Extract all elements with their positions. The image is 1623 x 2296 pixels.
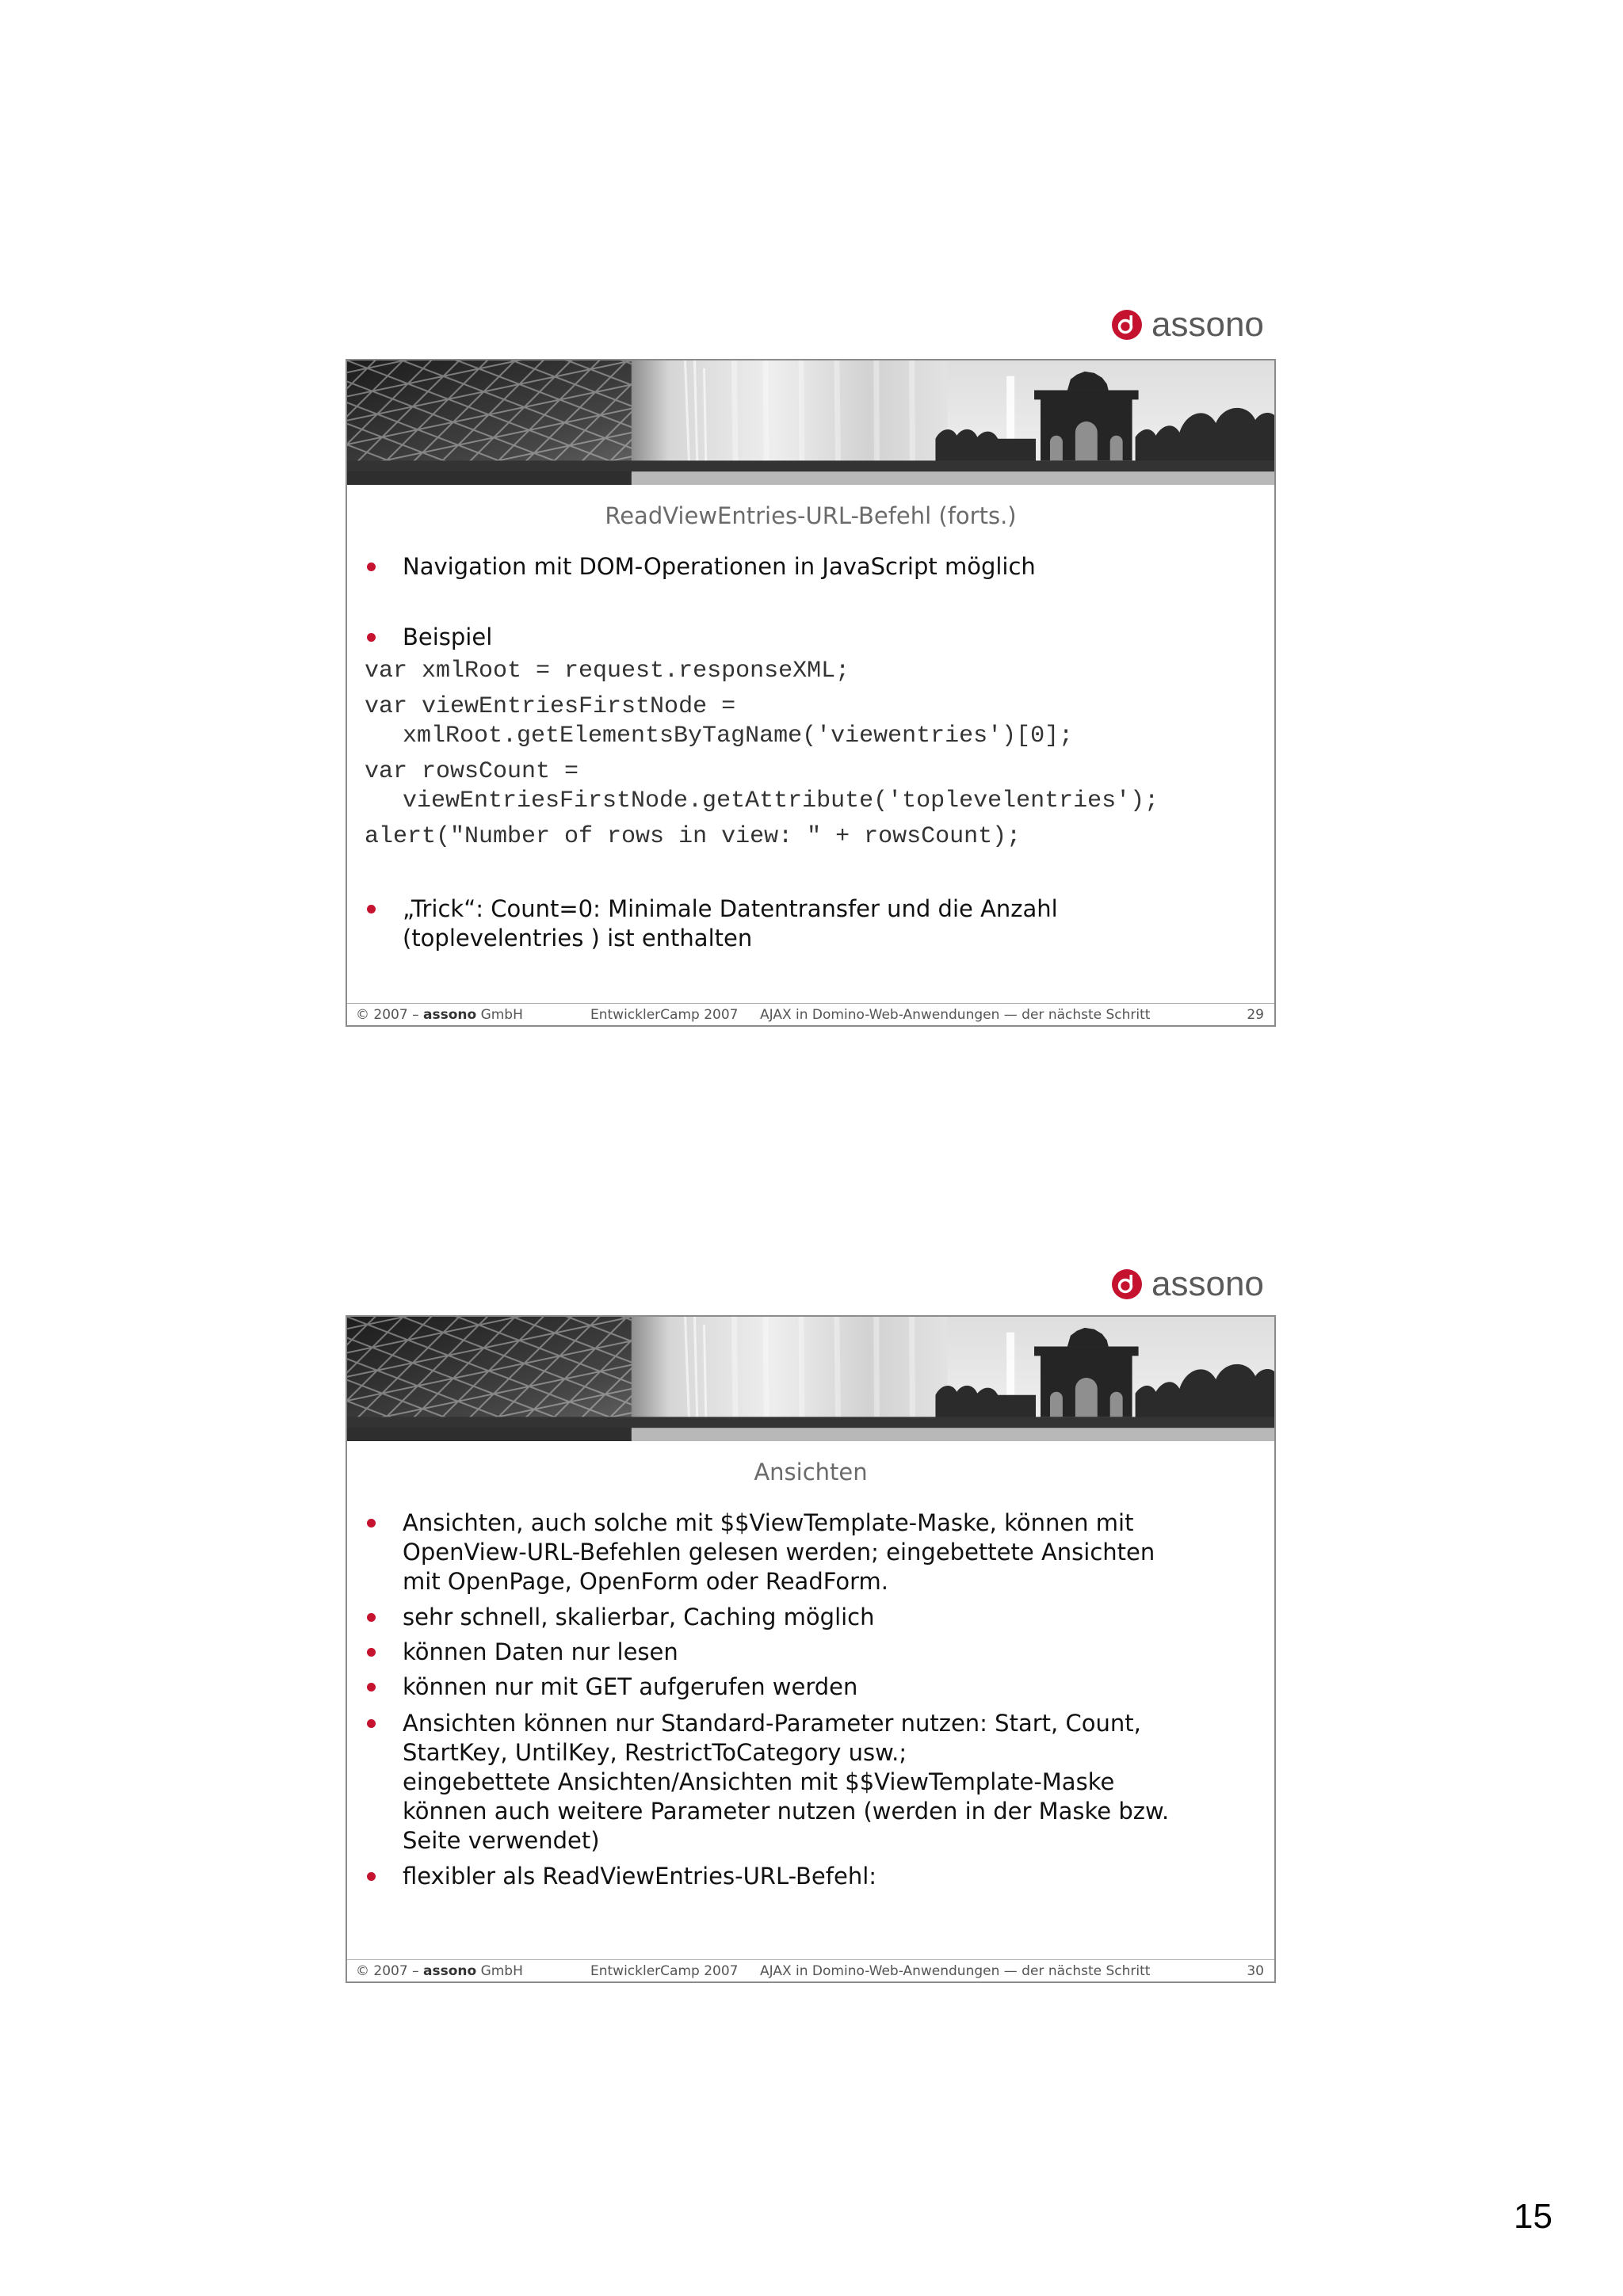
bullet-line: können nur mit GET aufgerufen werden — [403, 1673, 858, 1700]
code-line: var xmlRoot = request.responseXML; — [365, 658, 850, 685]
bullet-dot-icon — [367, 633, 376, 642]
code-line: alert("Number of rows in view: " + rowsCount); — [365, 823, 1022, 850]
footer-copyright-text: © 2007 – — [356, 1007, 419, 1023]
banner-photo — [347, 1317, 1274, 1441]
slide-content — [347, 1458, 1274, 1891]
slide-footer — [347, 1004, 1274, 1026]
bullet-line: StartKey, UntilKey, RestrictToCategory usw.; — [403, 1739, 907, 1766]
assono-logo-icon — [1112, 1269, 1142, 1299]
bullet-line: Ansichten können nur Standard-Parameter nutzen: Start, Count, — [403, 1710, 1141, 1737]
bullet-line: OpenView-URL-Befehlen gelesen werden; eingebettete Ansichten — [403, 1539, 1155, 1566]
bullet-item — [347, 1672, 1274, 1702]
bullet-line: mit OpenPage, OpenForm oder ReadForm. — [403, 1568, 888, 1595]
footer-company-suffix: GmbH — [480, 1963, 523, 1979]
bullet-dot-icon — [367, 563, 376, 571]
bullet-item — [347, 623, 1274, 652]
assono-logo — [1112, 307, 1264, 342]
bullet-line: Beispiel — [403, 624, 493, 650]
footer-company-suffix: GmbH — [480, 1007, 523, 1023]
footer-copyright — [356, 1004, 523, 1026]
code-statement — [347, 657, 1274, 686]
bullet-item — [347, 894, 1274, 953]
bullet-line: Seite verwendet) — [403, 1827, 600, 1854]
slide-title: ReadViewEntries-URL-Befehl (forts.) — [605, 502, 1017, 529]
bullet-item — [347, 1709, 1274, 1855]
code-line: viewEntriesFirstNode.getAttribute('toplevelentries'); — [403, 788, 1159, 814]
bullet-line: Navigation mit DOM-Operationen in JavaScript möglich — [403, 553, 1036, 580]
footer-copyright — [356, 1960, 523, 1982]
code-line: var viewEntriesFirstNode = — [365, 693, 736, 720]
code-statement — [347, 692, 1274, 751]
bullet-line: (toplevelentries ) ist enthalten — [403, 925, 753, 952]
code-statement — [347, 822, 1274, 852]
slide-title: Ansichten — [754, 1459, 868, 1486]
assono-logo — [1112, 1264, 1264, 1303]
footer-talk-title: AJAX in Domino-Web-Anwendungen — der nächste Schritt — [760, 1007, 1151, 1023]
bullet-item — [347, 1638, 1274, 1667]
bullet-item — [347, 552, 1274, 582]
bullet-line: sehr schnell, skalierbar, Caching möglich — [403, 1604, 875, 1630]
bullet-line: „Trick“: Count=0: Minimale Datentransfer und die Anzahl — [403, 895, 1058, 922]
slide-footer — [347, 1960, 1274, 1982]
bullet-item — [347, 1603, 1274, 1632]
bullet-line: eingebettete Ansichten/Ansichten mit $$ViewTemplate-Maske — [403, 1768, 1115, 1795]
footer-company: assono — [422, 1963, 477, 1979]
bullet-dot-icon — [367, 1519, 376, 1527]
bullet-line: können auch weitere Parameter nutzen (werden in der Maske bzw. — [403, 1798, 1170, 1825]
code-line: xmlRoot.getElementsByTagName('viewentries')[0]; — [403, 723, 1074, 749]
footer-talk-title: AJAX in Domino-Web-Anwendungen — der nächste Schritt — [760, 1963, 1151, 1979]
bullet-line: Ansichten, auch solche mit $$ViewTemplate-Maske, können mit — [403, 1509, 1134, 1536]
slide-number: 30 — [1247, 1963, 1264, 1979]
slide — [346, 359, 1276, 1027]
page-number: 15 — [1514, 2197, 1552, 2236]
slide-content — [347, 502, 1274, 953]
code-line: var rowsCount = — [365, 758, 579, 785]
logo-text: assono — [1151, 305, 1264, 344]
footer-copyright-text: © 2007 – — [356, 1963, 419, 1979]
bullet-dot-icon — [367, 1683, 376, 1691]
bullet-line: können Daten nur lesen — [403, 1638, 678, 1665]
bullet-dot-icon — [367, 905, 376, 913]
footer-event: EntwicklerCamp 2007 — [590, 1007, 739, 1023]
code-statement — [347, 757, 1274, 816]
bullet-dot-icon — [367, 1648, 376, 1657]
bullet-dot-icon — [367, 1613, 376, 1622]
footer-event: EntwicklerCamp 2007 — [590, 1963, 739, 1979]
bullet-line: flexibler als ReadViewEntries-URL-Befehl: — [403, 1863, 877, 1890]
code-block — [347, 657, 1274, 852]
footer-company: assono — [422, 1007, 477, 1023]
assono-logo-icon — [1112, 310, 1142, 340]
logo-text: assono — [1151, 1264, 1264, 1303]
bullet-item — [347, 1508, 1274, 1596]
bullet-item — [347, 1862, 1274, 1891]
slide — [346, 1315, 1276, 1983]
slide-number: 29 — [1247, 1007, 1264, 1023]
bullet-dot-icon — [367, 1719, 376, 1728]
banner-photo — [347, 360, 1274, 485]
bullet-dot-icon — [367, 1872, 376, 1881]
